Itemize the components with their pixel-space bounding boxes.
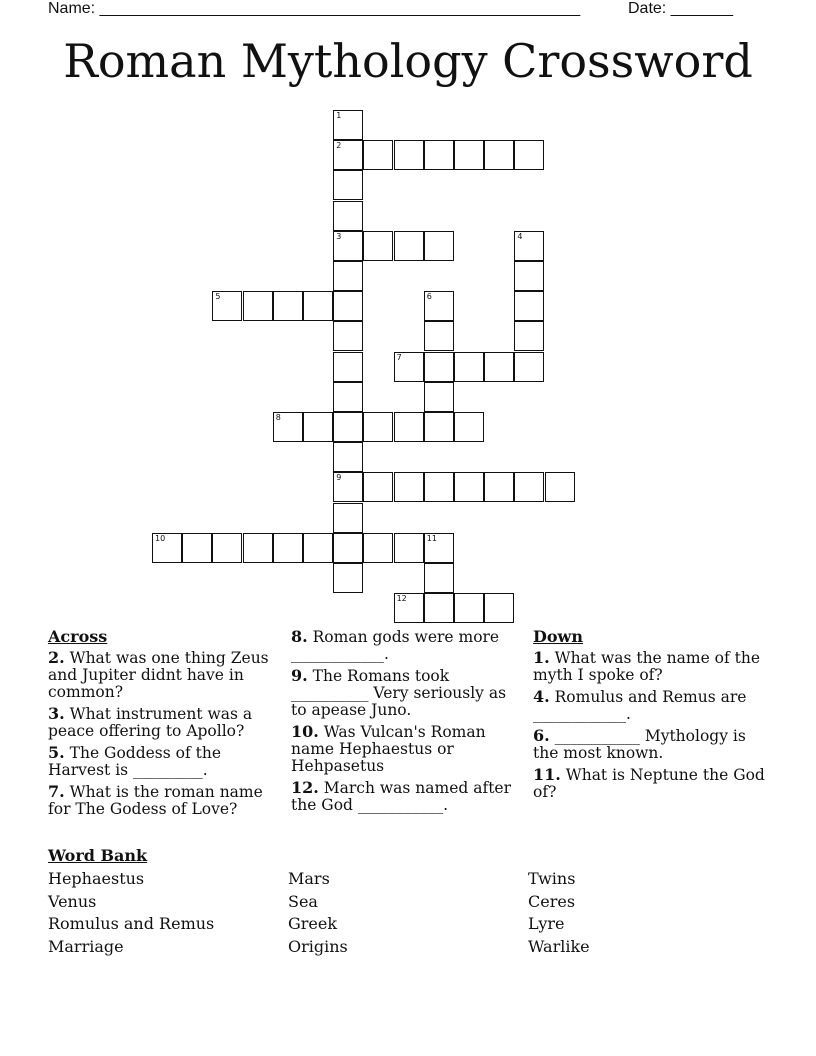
grid-cell[interactable] (333, 140, 363, 170)
grid-cell[interactable] (333, 503, 363, 533)
grid-cell[interactable] (394, 231, 424, 261)
grid-cell[interactable] (333, 533, 363, 563)
grid-cell[interactable] (333, 382, 363, 412)
across-clue: 12. March was named after the God ___________. (291, 778, 512, 814)
grid-cell[interactable] (424, 352, 454, 382)
word-bank-item: Greek (288, 914, 338, 934)
grid-cell[interactable] (424, 472, 454, 502)
grid-cell[interactable] (394, 352, 424, 382)
down-clue: 11. What is Neptune the God of? (533, 765, 765, 801)
grid-cell[interactable] (454, 412, 484, 442)
down-clue: 4. Romulus and Remus are ____________. (533, 687, 747, 723)
grid-cell[interactable] (394, 533, 424, 563)
grid-cell[interactable] (333, 261, 363, 291)
across-clues-column-1 (48, 628, 273, 822)
down-clues-column (533, 628, 773, 805)
word-bank-item: Romulus and Remus (48, 914, 215, 934)
clue-number: 8 (275, 413, 281, 422)
clue-number: 12 (396, 594, 407, 604)
grid-cell[interactable] (394, 593, 424, 623)
grid-cell[interactable] (212, 291, 242, 321)
page-title: Roman Mythology Crossword (63, 34, 753, 88)
grid-cell[interactable] (303, 291, 333, 321)
grid-cell[interactable] (363, 140, 393, 170)
clue-number: 9 (336, 473, 342, 483)
grid-cell[interactable] (363, 533, 393, 563)
grid-cell[interactable] (273, 533, 303, 563)
grid-cell[interactable] (394, 140, 424, 170)
grid-cell[interactable] (363, 472, 393, 502)
word-bank-item: Venus (48, 891, 97, 911)
word-bank-item: Hephaestus (48, 869, 145, 888)
grid-cell[interactable] (333, 231, 363, 261)
grid-cell[interactable] (303, 412, 333, 442)
word-bank-item: Warlike (528, 937, 590, 957)
clue-number: 7 (396, 352, 402, 362)
grid-cell[interactable] (424, 231, 454, 261)
word-bank-item: Sea (288, 891, 318, 911)
across-clue: 9. The Romans took __________ Very seriously as to apease Juno. (291, 666, 507, 719)
grid-cell[interactable] (484, 140, 514, 170)
grid-cell[interactable] (545, 472, 575, 502)
grid-cell[interactable] (424, 321, 454, 351)
across-clue: 3. What instrument was a peace offering to Apollo? (48, 704, 253, 740)
word-bank-column-2 (288, 868, 348, 959)
grid-cell[interactable] (333, 321, 363, 351)
grid-cell[interactable] (514, 352, 544, 382)
grid-cell[interactable] (152, 533, 182, 563)
across-clue: 2. What was one thing Zeus and Jupiter didnt have in common? (48, 648, 269, 701)
clue-number: 3 (336, 231, 342, 241)
grid-cell[interactable] (454, 472, 484, 502)
grid-cell[interactable] (394, 472, 424, 502)
down-clue: 6. ___________ Mythology is the most known. (533, 726, 746, 762)
clue-number: 2 (336, 141, 342, 151)
grid-cell[interactable] (333, 352, 363, 382)
grid-cell[interactable] (333, 110, 363, 140)
grid-cell[interactable] (394, 412, 424, 442)
grid-cell[interactable] (243, 291, 273, 321)
down-heading: Down (533, 627, 583, 646)
across-clues-column-2 (291, 628, 513, 818)
grid-cell[interactable] (333, 442, 363, 472)
grid-cell[interactable] (454, 593, 484, 623)
grid-cell[interactable] (333, 412, 363, 442)
grid-cell[interactable] (333, 201, 363, 231)
grid-cell[interactable] (484, 352, 514, 382)
across-heading: Across (48, 627, 108, 646)
grid-cell[interactable] (424, 563, 454, 593)
word-bank-item: Origins (288, 937, 348, 957)
across-clue: 7. What is the roman name for The Godess of Love? (48, 782, 263, 818)
word-bank-column-1 (48, 868, 214, 959)
word-bank-item: Marriage (48, 937, 124, 957)
across-clue: 8. Roman gods were more ____________. (291, 627, 500, 663)
grid-cell[interactable] (514, 291, 544, 321)
across-clue: 10. Was Vulcan's Roman name Hephaestus or Hehpasetus (291, 722, 486, 775)
grid-cell[interactable] (243, 533, 273, 563)
word-bank-item: Lyre (528, 914, 565, 934)
grid-cell[interactable] (424, 140, 454, 170)
grid-cell[interactable] (182, 533, 212, 563)
grid-cell[interactable] (363, 231, 393, 261)
grid-cell[interactable] (273, 291, 303, 321)
grid-cell[interactable] (333, 472, 363, 502)
grid-cell[interactable] (363, 412, 393, 442)
grid-cell[interactable] (454, 352, 484, 382)
grid-cell[interactable] (484, 472, 514, 502)
grid-cell[interactable] (424, 382, 454, 412)
grid-cell[interactable] (333, 170, 363, 200)
word-bank-heading: Word Bank (48, 846, 148, 865)
grid-cell[interactable] (514, 140, 544, 170)
grid-cell[interactable] (333, 291, 363, 321)
across-clue: 5. The Goddess of the Harvest is _________. (48, 743, 222, 779)
grid-cell[interactable] (424, 412, 454, 442)
clue-number: 5 (215, 292, 221, 302)
down-clue: 1. What was the name of the myth I spoke of? (533, 648, 761, 684)
grid-cell[interactable] (333, 563, 363, 593)
clue-number: 1 (336, 111, 342, 120)
grid-cell[interactable] (273, 412, 303, 442)
grid-cell[interactable] (424, 593, 454, 623)
word-bank-column-3 (528, 868, 590, 959)
word-bank-item: Ceres (528, 891, 576, 911)
word-bank-item: Twins (528, 869, 576, 888)
grid-cell[interactable] (514, 231, 544, 261)
grid-cell[interactable] (514, 261, 544, 291)
grid-cell[interactable] (484, 593, 514, 623)
grid-cell[interactable] (424, 291, 454, 321)
word-bank-item: Mars (288, 869, 330, 888)
name-field-label: Name: ______________________________________________________ (48, 0, 581, 17)
grid-cell[interactable] (514, 321, 544, 351)
grid-cell[interactable] (454, 140, 484, 170)
grid-cell[interactable] (212, 533, 242, 563)
clue-number: 11 (426, 533, 437, 543)
clue-number: 6 (426, 292, 432, 302)
grid-cell[interactable] (303, 533, 333, 563)
grid-cell[interactable] (514, 472, 544, 502)
date-field-label: Date: _______ (628, 0, 733, 17)
grid-cell[interactable] (424, 533, 454, 563)
clue-number: 10 (155, 533, 166, 543)
clue-number: 4 (517, 231, 523, 241)
